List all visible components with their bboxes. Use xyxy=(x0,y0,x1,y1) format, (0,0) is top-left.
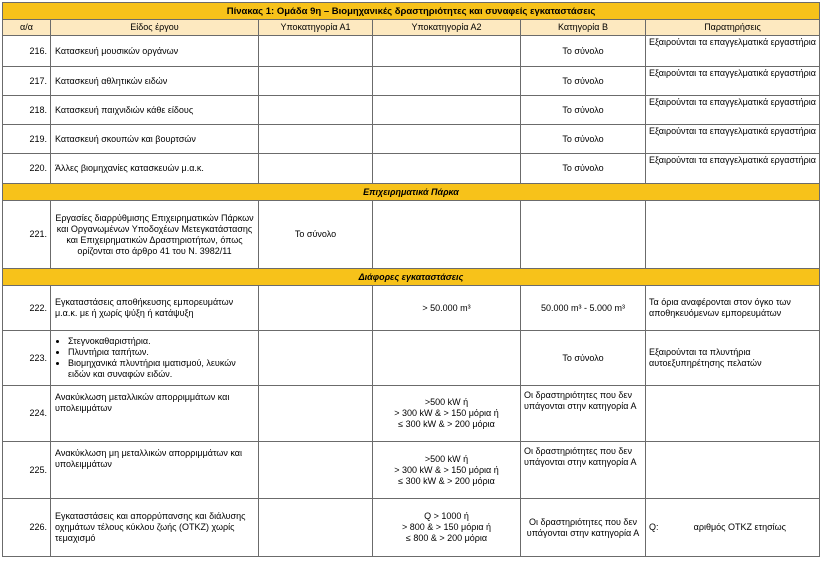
project-type: Κατασκευή σκουπών και βουρτσών xyxy=(51,125,259,154)
notes-cell: Εξαιρούνται τα επαγγελματικά εργαστήρια xyxy=(646,125,820,154)
b-cell: Το σύνολο xyxy=(521,331,646,386)
a2-line: > 300 kW & > 150 μόρια ή xyxy=(394,464,499,475)
a1-cell: Το σύνολο xyxy=(259,201,373,269)
b-cell: 50.000 m³ - 5.000 m³ xyxy=(521,286,646,331)
table-row xyxy=(3,331,820,386)
project-type: Ανακύκλωση μη μεταλλικών απορριμμάτων και υπολειμμάτων xyxy=(51,442,259,499)
a2-cell xyxy=(373,67,521,96)
row-number: 220. xyxy=(3,154,51,184)
notes-cell xyxy=(646,442,820,499)
a2-cell xyxy=(373,125,521,154)
project-type: Κατασκευή μουσικών οργάνων xyxy=(51,36,259,67)
table-row xyxy=(3,96,820,125)
project-type: Εργασίες διαρρύθμισης Επιχειρηματικών Πάρκων και Οργανωμένων Υποδοχέων Μετεγκατάστασης και Επιχειρηματικών Δραστηριοτήτων, όπως ορίζονται στο άρθρο 41 του Ν. 3982/11 xyxy=(51,201,259,269)
a2-line: ≤ 300 kW & > 200 μόρια xyxy=(398,419,495,429)
a2-line: ≤ 300 kW & > 200 μόρια xyxy=(398,475,495,486)
project-type: Άλλες βιομηχανίες κατασκευών μ.α.κ. xyxy=(51,154,259,184)
b-cell xyxy=(521,201,646,269)
col-header-no: α/α xyxy=(3,20,51,36)
row-number: 222. xyxy=(3,286,51,331)
a2-line: >500 kW ή xyxy=(424,397,469,407)
a1-cell xyxy=(259,125,373,154)
a2-cell xyxy=(373,331,521,386)
table-title: Πίνακας 1: Ομάδα 9η – Βιομηχανικές δραστηριότητες και συναφείς εγκαταστάσεις xyxy=(3,3,820,20)
col-header-b: Κατηγορία Β xyxy=(521,20,646,36)
row-number: 226. xyxy=(3,499,51,557)
table-row xyxy=(3,67,820,96)
a1-cell xyxy=(259,386,373,442)
a2-line: > 800 & > 150 μόρια ή xyxy=(401,522,492,532)
project-type-list xyxy=(51,331,259,386)
project-type: Εγκαταστάσεις αποθήκευσης εμπορευμάτων μ.α.κ. με ή χωρίς ψύξη ή κατάψυξη xyxy=(51,286,259,331)
a1-cell xyxy=(259,331,373,386)
notes-cell: Εξαιρούνται τα επαγγελματικά εργαστήρια xyxy=(646,36,820,67)
row-number: 223. xyxy=(3,331,51,386)
a2-cell xyxy=(373,154,521,184)
table-row xyxy=(3,442,820,499)
notes-cell xyxy=(646,386,820,442)
table-row xyxy=(3,125,820,154)
a1-cell xyxy=(259,442,373,499)
row-number: 224. xyxy=(3,386,51,442)
project-type: Εγκαταστάσεις και απορρύπανσης και διάλυσης οχημάτων τέλους κύκλου ζωής (ΟΤΚΖ) χωρίς τεμαχισμό xyxy=(51,499,259,557)
a1-cell xyxy=(259,499,373,557)
a2-cell: > 50.000 m³ xyxy=(373,286,521,331)
notes-cell: Εξαιρούνται τα επαγγελματικά εργαστήρια xyxy=(646,154,820,184)
col-header-a2: Υποκατηγορία Α2 xyxy=(373,20,521,36)
project-type: Κατασκευή παιχνιδιών κάθε είδους xyxy=(51,96,259,125)
section-header-business-parks: Επιχειρηματικά Πάρκα xyxy=(3,184,820,201)
a2-line: > 300 kW & > 150 μόρια ή xyxy=(394,408,499,418)
b-cell: Το σύνολο xyxy=(521,36,646,67)
section-header-various-installations: Διάφορες εγκαταστάσεις xyxy=(3,269,820,286)
row-number: 217. xyxy=(3,67,51,96)
notes-cell: Τα όρια αναφέρονται στον όγκο των αποθηκευόμενων εμπορευμάτων xyxy=(646,286,820,331)
b-cell: Το σύνολο xyxy=(521,154,646,184)
notes-cell: Εξαιρούνται τα πλυντήρια αυτοεξυπηρέτησης πελατών xyxy=(646,331,820,386)
b-cell: Το σύνολο xyxy=(521,96,646,125)
classification-table xyxy=(2,2,820,557)
b-cell: Οι δραστηριότητες που δεν υπάγονται στην κατηγορία Α xyxy=(521,386,646,442)
row-number: 221. xyxy=(3,201,51,269)
notes-q-label: Q: xyxy=(649,522,659,532)
row-number: 225. xyxy=(3,442,51,499)
a2-cell xyxy=(373,96,521,125)
row-number: 216. xyxy=(3,36,51,67)
a2-line: Q > 1000 ή xyxy=(424,511,469,521)
table-row xyxy=(3,154,820,184)
col-header-a1: Υποκατηγορία Α1 xyxy=(259,20,373,36)
a1-cell xyxy=(259,96,373,125)
a1-cell xyxy=(259,286,373,331)
notes-q-text: αριθμός ΟΤΚΖ ετησίως xyxy=(693,522,787,532)
a2-cell xyxy=(373,201,521,269)
table-row xyxy=(3,36,820,67)
table-row xyxy=(3,499,820,557)
a2-cell xyxy=(373,386,521,442)
a2-line: ≤ 800 & > 200 μόρια xyxy=(405,533,488,543)
table-row xyxy=(3,201,820,269)
b-cell: Το σύνολο xyxy=(521,67,646,96)
a1-cell xyxy=(259,67,373,96)
row-number: 219. xyxy=(3,125,51,154)
notes-cell: Εξαιρούνται τα επαγγελματικά εργαστήρια xyxy=(646,96,820,125)
header-row xyxy=(3,20,820,36)
notes-cell xyxy=(646,201,820,269)
col-header-project-type: Είδος έργου xyxy=(51,20,259,36)
a1-cell xyxy=(259,36,373,67)
notes-cell xyxy=(646,499,820,557)
col-header-notes: Παρατηρήσεις xyxy=(646,20,820,36)
a2-cell xyxy=(373,442,521,499)
list-item: • Βιομηχανικά πλυντήρια ιματισμού, λευκών ειδών και συναφών ειδών. xyxy=(68,358,255,380)
a1-cell xyxy=(259,154,373,184)
b-cell: Το σύνολο xyxy=(521,125,646,154)
project-type: Κατασκευή αθλητικών ειδών xyxy=(51,67,259,96)
a2-line: >500 kW ή xyxy=(424,453,469,464)
table-row xyxy=(3,386,820,442)
b-cell: Οι δραστηριότητες που δεν υπάγονται στην κατηγορία Α xyxy=(521,499,646,557)
a2-cell xyxy=(373,36,521,67)
b-cell: Οι δραστηριότητες που δεν υπάγονται στην κατηγορία Α xyxy=(521,442,646,499)
list-item: • Πλυντήρια ταπήτων. xyxy=(68,347,255,358)
table-row xyxy=(3,286,820,331)
list-item: • Στεγνοκαθαριστήρια. xyxy=(68,336,255,347)
a2-cell xyxy=(373,499,521,557)
row-number: 218. xyxy=(3,96,51,125)
project-type: Ανακύκλωση μεταλλικών απορριμμάτων και υπολειμμάτων xyxy=(51,386,259,442)
notes-cell: Εξαιρούνται τα επαγγελματικά εργαστήρια xyxy=(646,67,820,96)
